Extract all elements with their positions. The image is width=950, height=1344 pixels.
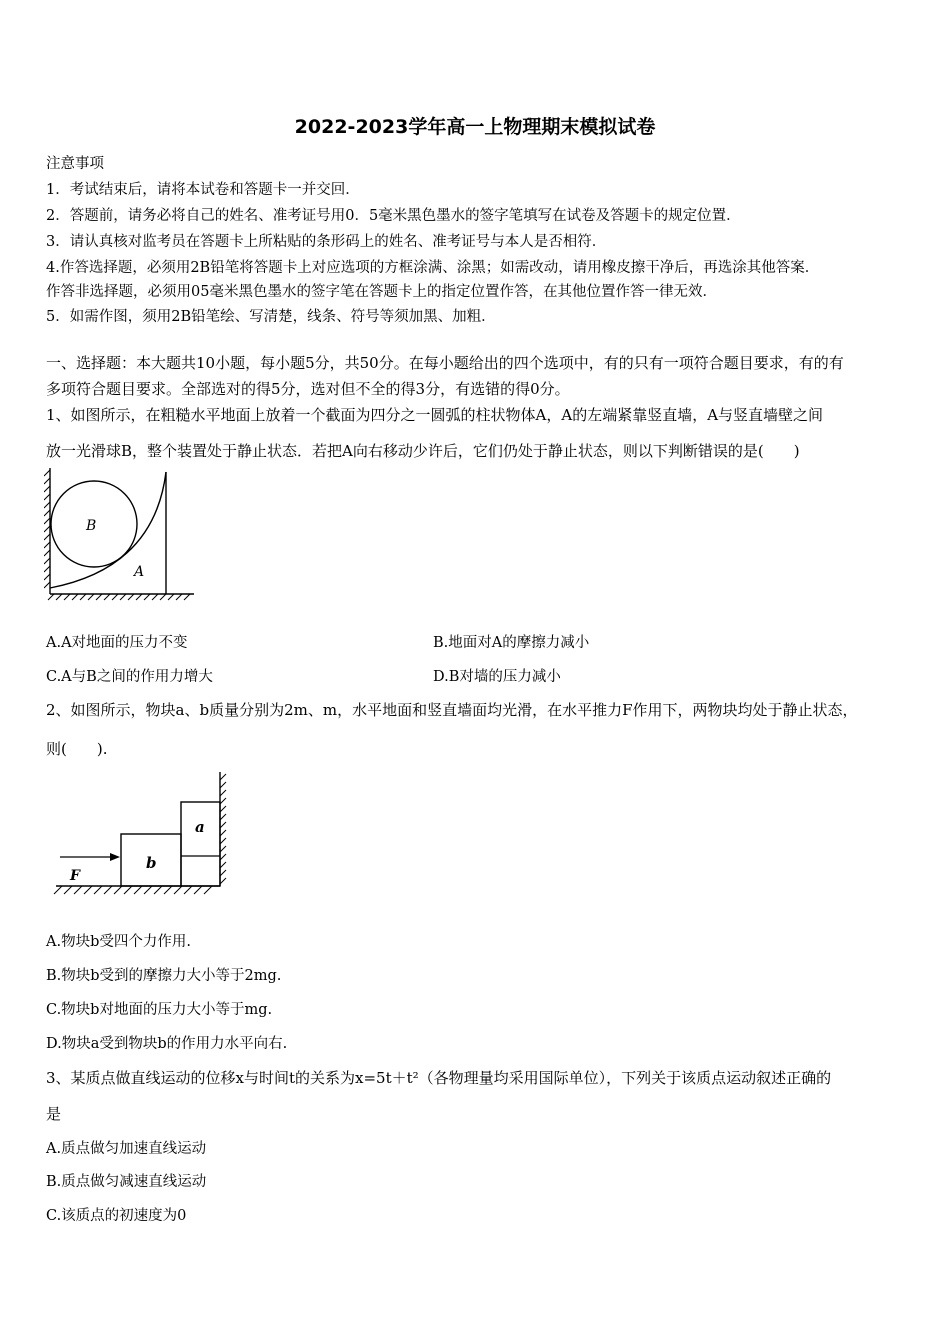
ball-b-label: B <box>86 518 97 534</box>
page-title: 2022-2023学年高一上物理期末模拟试卷 <box>294 116 656 138</box>
question-3-stem: 3、某质点做直线运动的位移x与时间t的关系为x=5t＋t²（各物理量均采用国际单位），下列关于该质点运动叙述正确的 <box>46 1069 832 1087</box>
block-a-label: a <box>195 818 205 836</box>
notice-item: 3．请认真核对监考员在答题卡上所粘贴的条形码上的姓名、准考证号与本人是否相符． <box>46 234 607 250</box>
notice-heading: 注意事项 <box>46 156 104 172</box>
force-f-label: F <box>70 868 80 884</box>
question-2-option-c[interactable]: C.物块b对地面的压力大小等于mg. <box>46 1002 273 1018</box>
question-1-option-a[interactable]: A.A对地面的压力不变 <box>46 635 188 651</box>
notice-item: 4.作答选择题，必须用2B铅笔将答题卡上对应选项的方框涂满、涂黑；如需改动，请用橡皮擦干净后，再选涂其他答案． <box>46 260 820 276</box>
question-1-stem: 放一光滑球B，整个装置处于静止状态．若把A向右移动少许后，它们仍处于静止状态，则以下判断错误的是( ) <box>46 442 800 460</box>
question-1-stem: 1、如图所示，在粗糙水平地面上放着一个截面为四分之一圆弧的柱状物体A，A的左端紧靠竖直墙，A与竖直墙壁之间 <box>46 406 824 424</box>
question-2-figure <box>44 770 234 900</box>
question-2-option-b[interactable]: B.物块b受到的摩擦力大小等于2mg. <box>46 968 282 984</box>
question-1-option-d[interactable]: D.B对墙的压力减小 <box>433 669 561 685</box>
notice-item: 1．考试结束后，请将本试卷和答题卡一并交回． <box>46 182 360 198</box>
notice-item: 2．答题前，请务必将自己的姓名、准考证号用0．5毫米黑色墨水的签字笔填写在试卷及答题卡的规定位置． <box>46 208 741 224</box>
block-b-label: b <box>146 854 157 872</box>
question-2-option-d[interactable]: D.物块a受到物块b的作用力水平向右. <box>46 1036 288 1052</box>
question-2-stem: 2、如图所示，物块a、b质量分别为2m、m，水平地面和竖直墙面均光滑，在水平推力F作用下，两物块均处于静止状态， <box>46 701 858 719</box>
question-3-option-b[interactable]: B.质点做匀减速直线运动 <box>46 1174 207 1190</box>
question-3-option-c[interactable]: C.该质点的初速度为0 <box>46 1208 187 1224</box>
section-intro-line: 多项符合题目要求。全部选对的得5分，选对但不全的得3分，有选错的得0分。 <box>46 380 570 398</box>
question-1-option-c[interactable]: C.A与B之间的作用力增大 <box>46 669 213 685</box>
question-1-option-b[interactable]: B.地面对A的摩擦力减小 <box>433 635 590 651</box>
section-intro-line: 一、选择题：本大题共10小题，每小题5分，共50分。在每小题给出的四个选项中，有的只有一项符合题目要求，有的有 <box>46 354 844 372</box>
question-2-option-a[interactable]: A.物块b受四个力作用. <box>46 934 191 950</box>
question-3-option-a[interactable]: A.质点做匀加速直线运动 <box>46 1141 207 1157</box>
block-a-label: A <box>134 564 145 580</box>
notice-item: 作答非选择题，必须用05毫米黑色墨水的签字笔在答题卡上的指定位置作答，在其他位置作答一律无效． <box>46 284 717 300</box>
question-1-figure <box>44 468 196 602</box>
notice-item: 5．如需作图，须用2B铅笔绘、写清楚，线条、符号等须加黑、加粗． <box>46 309 496 325</box>
question-3-stem: 是 <box>46 1105 62 1123</box>
question-2-stem: 则( ). <box>46 740 108 758</box>
